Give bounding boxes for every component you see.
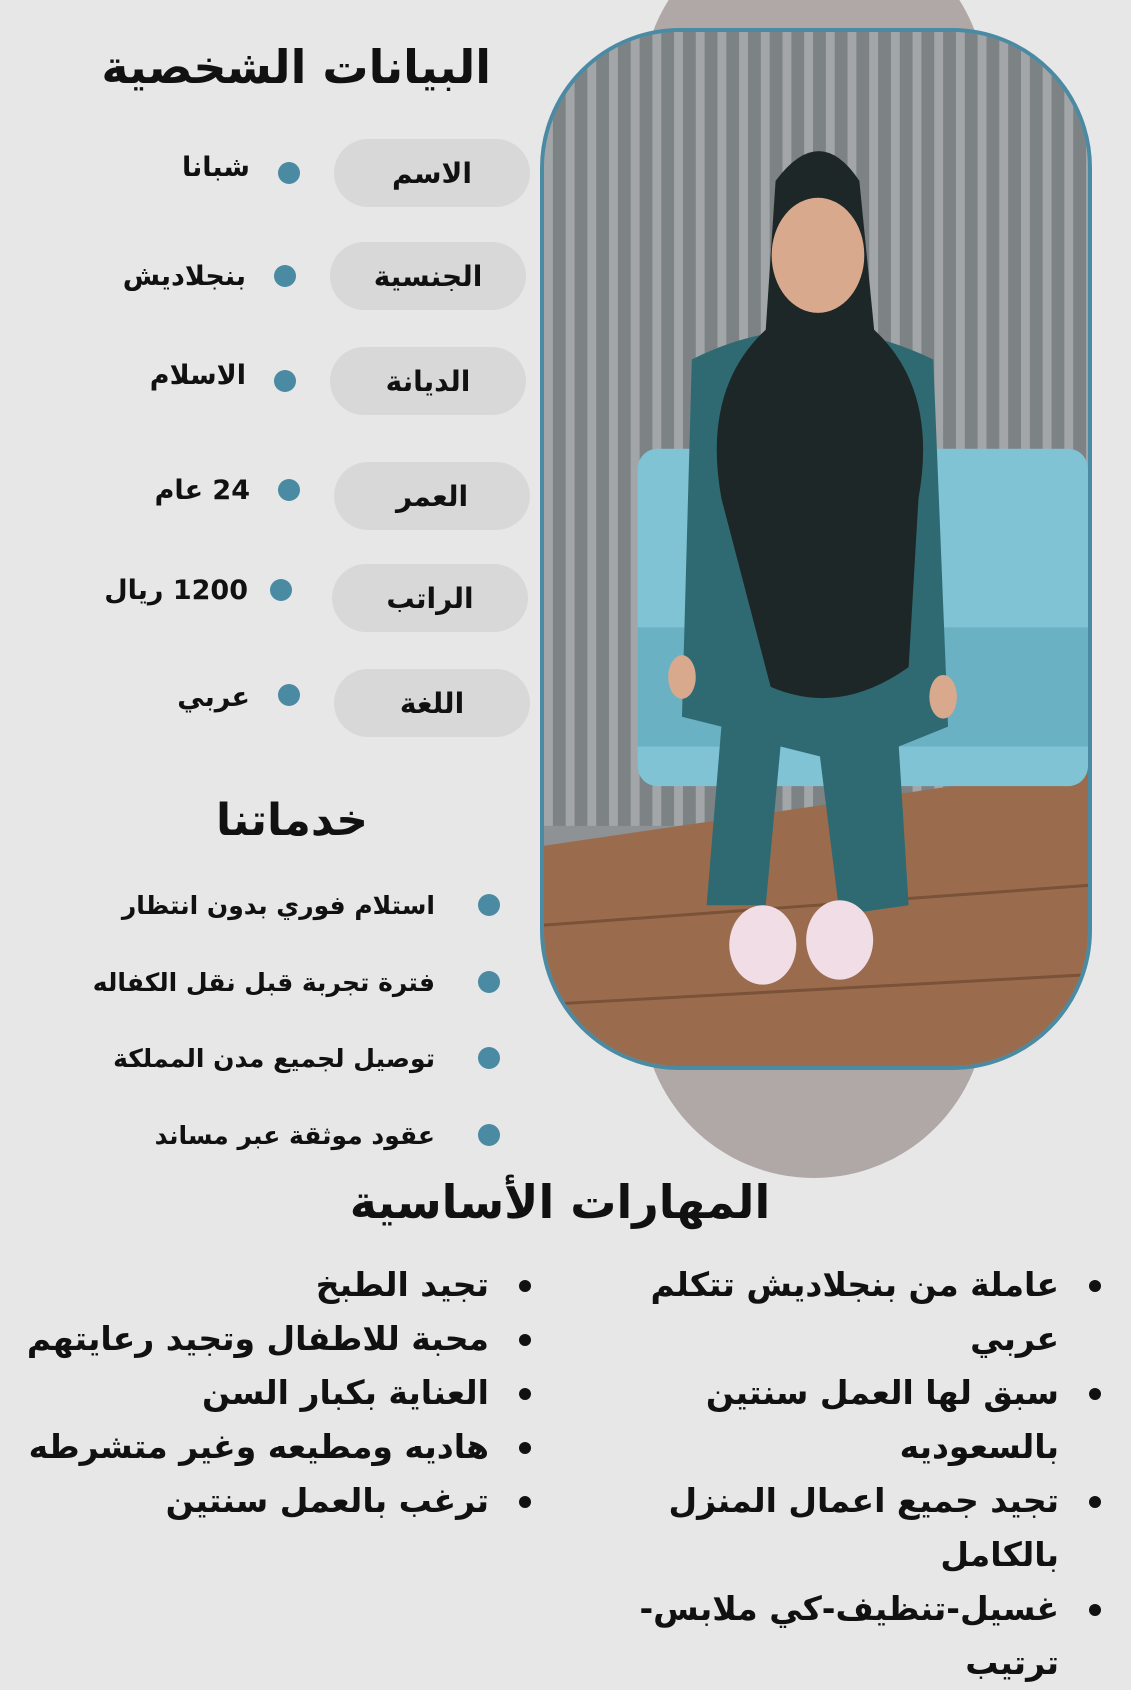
bullet-dot-icon: [274, 265, 296, 287]
service-text: عقود موثقة عبر مساند: [154, 1120, 435, 1150]
skill-item: [571, 1582, 1111, 1690]
skill-item: [1, 1366, 541, 1420]
info-label: الاسم: [334, 139, 530, 207]
info-label: الجنسية: [330, 242, 526, 310]
info-value: الاسلام: [149, 359, 246, 391]
bullet-dot-icon: [278, 479, 300, 501]
skills-list-right: [571, 1258, 1111, 1690]
info-label: الديانة: [330, 347, 526, 415]
info-value: شبانا: [182, 151, 250, 183]
bullet-dot-icon: [278, 684, 300, 706]
skill-item: [571, 1366, 1111, 1474]
service-text: فترة تجربة قبل نقل الكفاله: [92, 967, 435, 997]
skill-text: عاملة من بنجلاديش تتكلم عربي: [650, 1265, 1059, 1358]
bullet-dot-icon: [274, 370, 296, 392]
skill-text: العناية بكبار السن: [202, 1373, 489, 1412]
bullet-dot-icon: [1089, 1496, 1101, 1508]
service-text: استلام فوري بدون انتظار: [121, 890, 435, 920]
bullet-dot-icon: [478, 1047, 500, 1069]
service-item: [40, 880, 510, 930]
worker-photo-illustration: [544, 32, 1088, 1066]
services-title: خدماتنا: [216, 795, 368, 846]
skill-text: غسيل-تنظيف-كي ملابس-ترتيب: [639, 1589, 1059, 1682]
bullet-dot-icon: [1089, 1604, 1101, 1616]
bullet-dot-icon: [478, 971, 500, 993]
info-label: العمر: [334, 462, 530, 530]
bullet-dot-icon: [519, 1496, 531, 1508]
skill-text: محبة للاطفال وتجيد رعايتهم: [26, 1319, 489, 1358]
skill-item: [571, 1258, 1111, 1366]
bullet-dot-icon: [519, 1280, 531, 1292]
info-row-name: [90, 139, 530, 207]
service-item: [40, 1110, 510, 1160]
info-row-salary: [88, 564, 528, 632]
bullet-dot-icon: [478, 894, 500, 916]
info-value: عربي: [177, 681, 250, 713]
bullet-dot-icon: [1089, 1388, 1101, 1400]
info-row-age: [90, 462, 530, 530]
info-value: بنجلاديش: [122, 260, 246, 292]
service-text: توصيل لجميع مدن المملكة: [113, 1043, 435, 1073]
skill-item: [571, 1474, 1111, 1582]
bullet-dot-icon: [270, 579, 292, 601]
info-row-religion: [86, 347, 526, 415]
bullet-dot-icon: [519, 1334, 531, 1346]
service-item: [40, 957, 510, 1007]
skill-item: [1, 1258, 541, 1312]
skill-text: ترغب بالعمل سنتين: [165, 1481, 489, 1520]
bullet-dot-icon: [519, 1442, 531, 1454]
skills-title: المهارات الأساسية: [349, 1175, 771, 1229]
bullet-dot-icon: [519, 1388, 531, 1400]
info-value: 24 عام: [154, 474, 250, 506]
skill-item: [1, 1312, 541, 1366]
skill-text: سبق لها العمل سنتين بالسعوديه: [705, 1373, 1059, 1466]
bullet-dot-icon: [278, 162, 300, 184]
service-item: [40, 1033, 510, 1083]
info-row-language: [90, 669, 530, 737]
worker-photo: [540, 28, 1092, 1070]
bullet-dot-icon: [1089, 1280, 1101, 1292]
info-row-nationality: [86, 242, 526, 310]
info-label: الراتب: [332, 564, 528, 632]
personal-info-title: البيانات الشخصية: [101, 40, 491, 94]
bullet-dot-icon: [478, 1124, 500, 1146]
skill-text: تجيد الطبخ: [315, 1265, 489, 1304]
skills-list-left: [1, 1258, 541, 1528]
skill-item: [1, 1474, 541, 1528]
skill-text: تجيد جميع اعمال المنزل بالكامل: [668, 1481, 1059, 1574]
info-label: اللغة: [334, 669, 530, 737]
skill-text: هاديه ومطيعه وغير متشرطه: [28, 1427, 489, 1466]
info-value: 1200 ريال: [104, 574, 248, 606]
skill-item: [1, 1420, 541, 1474]
